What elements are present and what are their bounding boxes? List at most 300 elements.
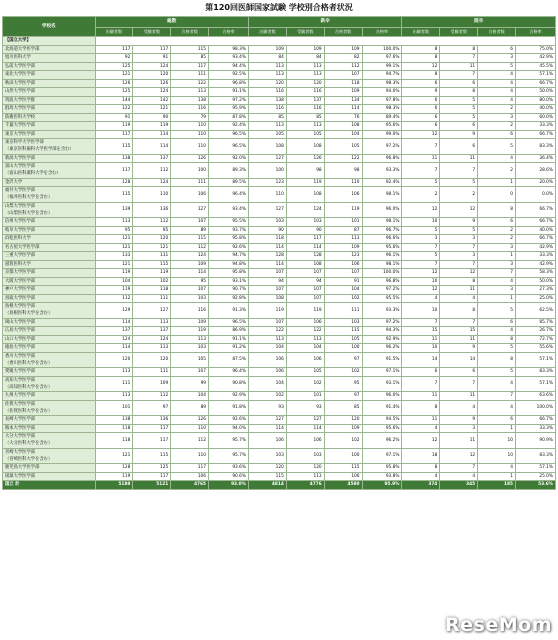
school-name: 山口大学医学部	[3, 335, 96, 344]
table-cell: 5	[440, 96, 478, 105]
table-cell: 93.7%	[209, 226, 249, 235]
table-cell: 109	[171, 318, 209, 327]
table-cell: 137	[286, 96, 324, 105]
table-cell: 104	[286, 344, 324, 353]
table-cell: 113	[286, 335, 324, 344]
table-cell: 89.3%	[209, 163, 249, 179]
table-cell: 97	[324, 352, 362, 368]
school-name: 香川大学医学部 （香川医科大学を含む）	[3, 352, 96, 368]
table-cell: 113	[133, 318, 171, 327]
table-cell: 57.1%	[516, 71, 556, 80]
table-cell: 102	[324, 368, 362, 377]
table-cell: 113	[248, 62, 286, 71]
table-cell: 94.8%	[209, 260, 249, 269]
table-cell: 121	[95, 71, 133, 80]
school-name: 名古屋大学医学部	[3, 243, 96, 252]
table-cell: 8	[440, 45, 478, 54]
table-cell: 27.3%	[516, 286, 556, 295]
table-cell: 3	[478, 113, 516, 122]
table-cell: 91	[95, 113, 133, 122]
table-cell: 5	[440, 113, 478, 122]
table-row	[3, 243, 556, 252]
table-row	[3, 472, 556, 481]
table-cell: 7	[440, 243, 478, 252]
table-cell: 99.0%	[362, 130, 402, 139]
table-cell: 57.1%	[516, 352, 556, 368]
total-cell: 345	[440, 481, 478, 490]
table-row	[3, 303, 556, 319]
table-cell: 116	[171, 105, 209, 114]
table-cell: 85.7%	[516, 318, 556, 327]
table-row	[3, 54, 556, 63]
table-cell: 8	[478, 335, 516, 344]
table-cell: 124	[133, 335, 171, 344]
table-cell: 94.0%	[362, 88, 402, 97]
table-cell: 104	[248, 376, 286, 392]
table-cell: 94	[248, 277, 286, 286]
table-row	[3, 376, 556, 392]
table-cell: 96.1%	[362, 252, 402, 261]
school-name: 金沢大学	[3, 178, 96, 187]
table-cell: 87.8%	[209, 113, 249, 122]
table-cell: 4	[402, 424, 440, 433]
table-cell: 112	[133, 392, 171, 401]
table-cell: 2	[402, 187, 440, 203]
table-cell: 66.7%	[516, 416, 556, 425]
table-cell: 95.8%	[362, 464, 402, 473]
table-cell: 117	[286, 235, 324, 244]
table-cell: 122	[286, 327, 324, 336]
table-cell: 122	[171, 79, 209, 88]
table-cell: 18	[402, 448, 440, 464]
table-cell: 5	[478, 139, 516, 155]
table-cell: 6	[478, 416, 516, 425]
table-cell: 121	[95, 243, 133, 252]
table-cell: 107	[248, 286, 286, 295]
table-cell: 1	[478, 424, 516, 433]
table-cell: 1	[478, 178, 516, 187]
table-cell: 5	[478, 303, 516, 319]
school-name: 防衛医科大学校	[3, 113, 96, 122]
table-cell: 95.5%	[362, 294, 402, 303]
table-cell: 112	[171, 433, 209, 449]
table-cell: 83.3%	[516, 448, 556, 464]
table-cell: 85	[171, 54, 209, 63]
table-cell: 11	[440, 433, 478, 449]
table-cell: 113	[95, 218, 133, 227]
table-cell: 118	[324, 79, 362, 88]
table-cell: 113	[95, 392, 133, 401]
table-cell: 105	[286, 368, 324, 377]
table-cell: 9	[440, 344, 478, 353]
table-cell: 107	[286, 294, 324, 303]
table-cell: 127	[286, 416, 324, 425]
table-cell: 109	[248, 45, 286, 54]
table-cell: 11	[402, 154, 440, 163]
table-cell: 113	[248, 71, 286, 80]
school-name: 宮崎大学医学部 （宮崎医科大学を含む）	[3, 448, 96, 464]
table-cell: 128	[95, 178, 133, 187]
school-name: 愛媛大学医学部	[3, 368, 96, 377]
table-cell: 97.2%	[362, 318, 402, 327]
table-cell: 11	[402, 392, 440, 401]
table-cell: 82	[324, 54, 362, 63]
table-cell: 119	[95, 286, 133, 295]
table-cell: 45.5%	[516, 62, 556, 71]
table-cell: 94.7%	[209, 252, 249, 261]
table-cell: 11	[440, 335, 478, 344]
table-cell: 124	[286, 202, 324, 218]
table-cell: 9	[440, 416, 478, 425]
school-name: 島根大学医学部 （島根医科大学を含む）	[3, 303, 96, 319]
school-name: 三重大学医学部	[3, 252, 96, 261]
table-cell: 5	[440, 178, 478, 187]
table-cell: 105	[171, 352, 209, 368]
table-cell: 3	[478, 243, 516, 252]
table-header	[3, 17, 556, 37]
table-cell: 90.9%	[516, 433, 556, 449]
school-name: 信州大学医学部	[3, 218, 96, 227]
table-cell: 97.6%	[362, 54, 402, 63]
table-cell: 89.5%	[209, 178, 249, 187]
table-cell: 12	[402, 433, 440, 449]
group-header-new-grad: 新卒	[248, 17, 401, 28]
table-cell: 137	[133, 154, 171, 163]
table-cell: 127	[248, 202, 286, 218]
table-cell: 0.0%	[516, 187, 556, 203]
table-cell: 101	[95, 400, 133, 416]
table-cell: 5	[478, 344, 516, 353]
table-cell: 115	[133, 448, 171, 464]
table-cell: 0	[478, 187, 516, 203]
table-cell: 94.0%	[209, 424, 249, 433]
table-cell: 95	[133, 226, 171, 235]
table-cell: 11	[402, 416, 440, 425]
table-cell: 94.3%	[362, 327, 402, 336]
table-cell: 2	[440, 187, 478, 203]
table-cell: 106	[286, 433, 324, 449]
table-cell: 127	[248, 416, 286, 425]
table-cell: 95	[95, 226, 133, 235]
table-cell: 100	[324, 448, 362, 464]
table-cell: 26.7%	[516, 327, 556, 336]
table-cell: 117	[171, 62, 209, 71]
table-cell: 117	[95, 130, 133, 139]
table-row	[3, 130, 556, 139]
school-name: 山梨大学医学部 （山梨医科大学を含む）	[3, 202, 96, 218]
table-cell: 114	[248, 243, 286, 252]
subheader-cell: 受験者数	[286, 28, 324, 37]
subheader-cell: 合格者数	[324, 28, 362, 37]
table-cell: 120	[248, 79, 286, 88]
table-cell: 113	[171, 88, 209, 97]
table-cell: 131	[133, 252, 171, 261]
table-cell: 93.3%	[362, 303, 402, 319]
table-cell: 120	[286, 79, 324, 88]
table-cell: 95.7%	[209, 433, 249, 449]
table-cell: 103	[171, 294, 209, 303]
table-cell: 101	[324, 218, 362, 227]
table-row	[3, 294, 556, 303]
table-cell: 120	[324, 416, 362, 425]
table-cell: 95	[171, 277, 209, 286]
table-cell: 104	[324, 130, 362, 139]
table-cell: 1	[478, 472, 516, 481]
table-cell: 7	[440, 260, 478, 269]
table-cell: 118	[95, 433, 133, 449]
table-cell: 138	[171, 96, 209, 105]
table-cell: 117	[133, 433, 171, 449]
table-cell: 2	[478, 105, 516, 114]
table-row	[3, 400, 556, 416]
table-cell: 33.3%	[516, 122, 556, 131]
table-row	[3, 433, 556, 449]
table-cell: 92.4%	[209, 122, 249, 131]
table-cell: 3	[402, 235, 440, 244]
table-cell: 109	[324, 424, 362, 433]
table-cell: 95.5%	[209, 218, 249, 227]
group-header-total: 総数	[95, 17, 248, 28]
table-cell: 128	[286, 252, 324, 261]
table-cell: 113	[286, 472, 324, 481]
table-cell: 8	[440, 277, 478, 286]
table-cell: 116	[286, 88, 324, 97]
table-cell: 1	[478, 294, 516, 303]
table-cell: 5	[440, 226, 478, 235]
table-cell: 97.8%	[362, 96, 402, 105]
table-cell: 20.0%	[516, 178, 556, 187]
table-cell: 106	[324, 260, 362, 269]
total-cell: 5121	[133, 481, 171, 490]
table-cell: 91.5%	[362, 352, 402, 368]
table-cell: 97.1%	[362, 368, 402, 377]
school-name: 岡山大学医学部	[3, 318, 96, 327]
table-cell: 6	[402, 79, 440, 88]
table-cell: 115	[324, 327, 362, 336]
table-cell: 138	[95, 416, 133, 425]
table-cell: 137	[95, 327, 133, 336]
table-cell: 97.1%	[362, 448, 402, 464]
table-cell: 95.6%	[362, 122, 402, 131]
table-row	[3, 79, 556, 88]
table-cell: 7	[478, 269, 516, 278]
table-cell: 117	[133, 424, 171, 433]
table-cell: 114	[171, 269, 209, 278]
table-cell: 107	[286, 269, 324, 278]
total-label: 国立 計	[3, 481, 96, 490]
table-cell: 5	[478, 368, 516, 377]
table-cell: 97.2%	[362, 139, 402, 155]
school-name: 大阪大学医学部	[3, 277, 96, 286]
table-cell: 92	[95, 54, 133, 63]
table-cell: 8	[478, 202, 516, 218]
table-row	[3, 71, 556, 80]
table-cell: 94	[286, 277, 324, 286]
table-cell: 113	[324, 235, 362, 244]
table-cell: 124	[133, 62, 171, 71]
table-cell: 125	[95, 62, 133, 71]
table-cell: 10	[478, 448, 516, 464]
school-name: 琉球大学医学部	[3, 472, 96, 481]
table-cell: 94.7%	[362, 71, 402, 80]
table-cell: 58.3%	[516, 269, 556, 278]
table-cell: 5	[402, 178, 440, 187]
table-cell: 117	[133, 45, 171, 54]
total-cell: 4776	[286, 481, 324, 490]
table-cell: 6	[402, 368, 440, 377]
table-cell: 109	[324, 45, 362, 54]
school-name: 千葉大学医学部	[3, 122, 96, 131]
table-cell: 110	[171, 130, 209, 139]
table-cell: 100.0%	[362, 269, 402, 278]
table-cell: 62.5%	[516, 303, 556, 319]
table-cell: 5	[402, 252, 440, 261]
subheader-cell: 合格率	[209, 28, 249, 37]
table-cell: 4	[478, 96, 516, 105]
table-cell: 6	[440, 368, 478, 377]
table-cell: 119	[133, 269, 171, 278]
section-row	[3, 37, 556, 46]
table-row	[3, 187, 556, 203]
table-row	[3, 252, 556, 261]
table-cell: 4	[478, 327, 516, 336]
table-cell: 6	[478, 218, 516, 227]
table-cell: 123	[324, 252, 362, 261]
table-cell: 113	[133, 344, 171, 353]
table-cell: 7	[478, 392, 516, 401]
table-cell: 110	[171, 139, 209, 155]
table-cell: 119	[286, 178, 324, 187]
table-cell: 92.6%	[209, 416, 249, 425]
table-cell: 98	[286, 163, 324, 179]
table-cell: 93	[248, 400, 286, 416]
table-row	[3, 286, 556, 295]
table-cell: 112	[95, 294, 133, 303]
table-cell: 110	[133, 187, 171, 203]
table-cell: 57.1%	[516, 376, 556, 392]
school-name: 神戸大学医学部	[3, 286, 96, 295]
table-cell: 91.1%	[209, 88, 249, 97]
table-cell: 8	[402, 464, 440, 473]
table-cell: 63.6%	[516, 392, 556, 401]
table-cell: 96.5%	[209, 318, 249, 327]
table-cell: 84	[286, 54, 324, 63]
table-cell: 93.1%	[209, 277, 249, 286]
table-cell: 124	[133, 88, 171, 97]
table-cell: 76	[324, 113, 362, 122]
table-cell: 117	[133, 472, 171, 481]
school-name: 鹿児島大学医学部	[3, 464, 96, 473]
table-cell: 114	[133, 130, 171, 139]
table-row	[3, 235, 556, 244]
table-cell: 2	[478, 163, 516, 179]
school-name: 九州大学医学部	[3, 392, 96, 401]
table-cell: 2	[478, 226, 516, 235]
table-cell: 115	[248, 472, 286, 481]
table-cell: 113	[171, 335, 209, 344]
table-cell: 126	[171, 154, 209, 163]
table-cell: 92.8%	[209, 294, 249, 303]
school-name: 新潟大学医学部	[3, 154, 96, 163]
table-cell: 105	[324, 335, 362, 344]
table-cell: 6	[440, 139, 478, 155]
table-cell: 96.2%	[362, 433, 402, 449]
table-cell: 3	[440, 235, 478, 244]
table-cell: 119	[133, 122, 171, 131]
school-name: 高知大学医学部 （高知医科大学を含む）	[3, 376, 96, 392]
table-cell: 91.2%	[209, 344, 249, 353]
table-cell: 93.4%	[209, 202, 249, 218]
table-cell: 111	[171, 178, 209, 187]
table-cell: 98	[324, 163, 362, 179]
table-cell: 3	[478, 54, 516, 63]
table-row	[3, 368, 556, 377]
table-cell: 124	[95, 335, 133, 344]
table-row	[3, 327, 556, 336]
table-cell: 142	[133, 96, 171, 105]
table-cell: 128	[95, 464, 133, 473]
table-cell: 7	[402, 163, 440, 179]
table-cell: 5	[402, 226, 440, 235]
table-cell: 4	[440, 400, 478, 416]
table-cell: 96.0%	[362, 392, 402, 401]
table-row	[3, 344, 556, 353]
table-cell: 42.9%	[516, 260, 556, 269]
table-cell: 11	[440, 62, 478, 71]
table-cell: 4	[402, 294, 440, 303]
school-name: 東北大学医学部	[3, 71, 96, 80]
table-cell: 100.0%	[362, 45, 402, 54]
table-cell: 95.8%	[209, 269, 249, 278]
section-filler	[95, 37, 556, 46]
table-cell: 93	[286, 400, 324, 416]
table-cell: 28.6%	[516, 163, 556, 179]
total-cell: 374	[402, 481, 440, 490]
table-cell: 111	[133, 368, 171, 377]
table-cell: 96.4%	[209, 368, 249, 377]
table-cell: 126	[133, 79, 171, 88]
table-cell: 10	[402, 218, 440, 227]
table-cell: 8	[478, 352, 516, 368]
table-cell: 100.0%	[516, 400, 556, 416]
table-cell: 109	[171, 260, 209, 269]
table-cell: 12	[440, 269, 478, 278]
table-cell: 112	[171, 243, 209, 252]
table-cell: 5	[440, 105, 478, 114]
table-cell: 120	[133, 235, 171, 244]
school-name: 佐賀大学医学部 （佐賀医科大学を含む）	[3, 400, 96, 416]
table-cell: 116	[248, 105, 286, 114]
table-cell: 2	[478, 235, 516, 244]
table-cell: 112	[324, 62, 362, 71]
table-cell: 10	[402, 344, 440, 353]
table-cell: 11	[440, 286, 478, 295]
school-name: 福井大学医学部 （福井医科大学を含む）	[3, 187, 96, 203]
table-cell: 109	[286, 45, 324, 54]
table-cell: 118	[248, 235, 286, 244]
table-cell: 106	[324, 472, 362, 481]
table-row	[3, 318, 556, 327]
table-cell: 105	[248, 130, 286, 139]
table-cell: 114	[248, 424, 286, 433]
table-cell: 93.1%	[362, 376, 402, 392]
table-row	[3, 163, 556, 179]
table-cell: 3	[440, 424, 478, 433]
table-cell: 95.6%	[362, 424, 402, 433]
table-row	[3, 62, 556, 71]
table-cell: 138	[95, 154, 133, 163]
table-cell: 144	[95, 96, 133, 105]
